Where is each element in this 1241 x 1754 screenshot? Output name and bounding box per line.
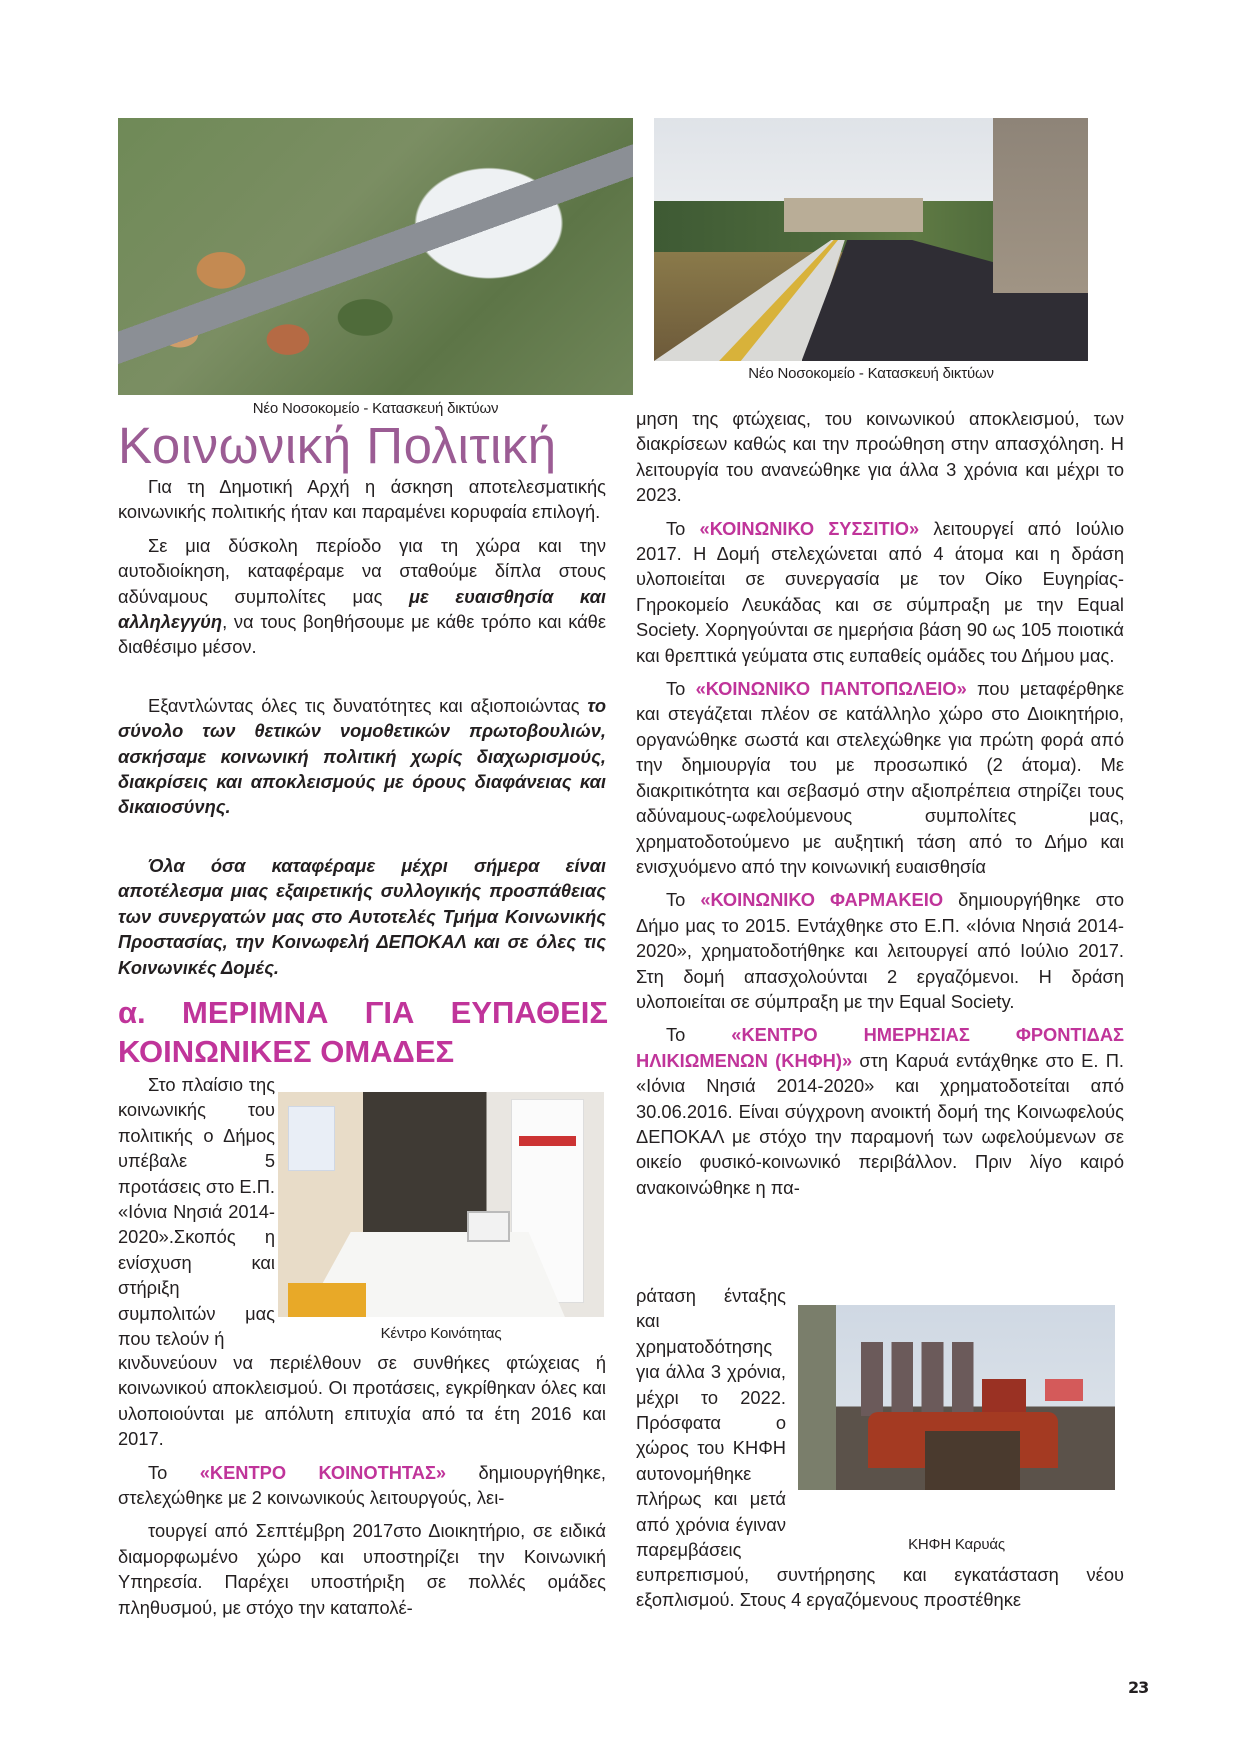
- right-column-bottom: [636, 1562, 1124, 1613]
- left-column-bottom: [118, 1350, 606, 1620]
- section-heading: α. ΜΕΡΙΜΝΑ ΓΙΑ ΕΥΠΑΘΕΙΣ ΚΟΙΝΩΝΙΚΕΣ ΟΜΑΔΕΣ: [118, 995, 608, 1069]
- paragraph: Εξαντλώντας όλες τις δυνατότητες και αξιοποιώντας το σύνολο των θετικών νομοθετικών πρωτοβουλιών, ασκήσαμε κοινωνική πολιτική χωρίς διαχωρισμούς, διακρίσεις και αποκλεισμούς με όρους διαφάνειας και δικαιοσύνης.: [118, 694, 606, 818]
- photo-community-centre: [278, 1092, 604, 1317]
- photo-road: [654, 118, 1088, 361]
- paragraph: Σε μια δύσκολη περίοδο για τη χώρα και την αυτοδιοίκηση, καταφέραμε να σταθούμε δίπλα στους αδύναμους συμπολίτες μας με ευαισθησία και αλληλεγγύη, να τους βοηθήσουμε με κάθε τρόπο και κάθε διαθέσιμο μέσον.: [118, 534, 606, 658]
- paragraph: Το «ΚΕΝΤΡΟ ΚΟΙΝΟΤΗΤΑΣ» δημιουργήθηκε, στελεχώθηκε με 2 κοινωνικούς λειτουργούς, λει-: [118, 1461, 607, 1509]
- paragraph: τουργεί από Σεπτέμβρη 2017στο Διοικητήριο, σε ειδικά διαμορφωμένο χώρο και υποστηρίζει την Κοινωνική Υπηρεσία. Παρέχει υποστήριξη σε πολλές ομάδες πληθυσμού, με στόχο την καταπολέ-: [118, 1520, 606, 1618]
- photo-caption: Κέντρο Κοινότητας: [380, 1325, 502, 1342]
- paragraph: Το «ΚΟΙΝΩΝΙΚΟ ΦΑΡΜΑΚΕΙΟ δημιουργήθηκε στο Δήμο μας το 2015. Εντάχθηκε στο Ε.Π. «Ιόνια Νησιά 2014-2020», χρηματοδοτήθηκε και λειτουργεί από Ιούλιο 2017. Στη δομή απασχολούνται 2 εργαζόμενοι. Η δράση υλοποιείται σε σύμπραξη με την Equal Society.: [636, 889, 1125, 1012]
- paragraph: Το «ΚΟΙΝΩΝΙΚΟ ΠΑΝΤΟΠΩΛΕΙΟ» που μεταφέρθηκε και στεγάζεται πλέον σε κατάλληλο χώρο στο Διοικητήριο, οργανώθηκε σωστά και στελεχώθηκε για πρώτη φορά από την δημιουργία του με προσωπικό (2 άτομα). Με διακριτικότητα και σεβασμό στην αξιοπρέπεια στηρίζει τους αδύναμους-ωφελούμενους συμπολίτες μας, χρηματοδοτούμενο με αυξητική τάση από το Δήμο και ενισχυόμενο από την κοινωνική ευαισθησία: [636, 678, 1124, 877]
- photo-caption: ΚΗΦΗ Καρυάς: [908, 1536, 1005, 1553]
- paragraph: Το «ΚΕΝΤΡΟ ΗΜΕΡΗΣΙΑΣ ΦΡΟΝΤΙΔΑΣ ΗΛΙΚΙΩΜΕΝΩΝ (ΚΗΦΗ)» στη Καρυά εντάχθηκε στο Ε. Π. «Ιόνια Νησιά 2014-2020» και χρηματοδοτείται από 30.06.2016. Είναι σύγχρονη ανοικτή δομή της Κοινωφελούς ΔΕΠΟΚΑΛ με στόχο την παραμονή των ωφελούμενων σε οικείο φυσικό-κοινωνικό περιβάλλον. Πριν λίγο καιρό ανακοινώθηκε η πα-: [636, 1024, 1124, 1198]
- right-wrap-text: [636, 1283, 786, 1562]
- page-number: 23: [1128, 1678, 1149, 1697]
- paragraph: κινδυνεύουν να περιέλθουν σε συνθήκες φτώχειας ή κοινωνικού αποκλεισμού. Οι προτάσεις, εγκρίθηκαν όλες και υλοποιούνται με απόλυτη επιτυχία από τα έτη 2016 και 2017.: [118, 1352, 606, 1450]
- right-column: [636, 406, 1124, 1200]
- left-wrap-text: [118, 1072, 275, 1351]
- page-title: Κοινωνική Πολιτική: [118, 417, 557, 474]
- photo-kifi-karya: [798, 1305, 1115, 1490]
- photo-hospital-aerial: [118, 118, 633, 395]
- photo-caption: Νέο Νοσοκομείο - Κατασκευή δικτύων: [252, 400, 499, 417]
- paragraph: ράταση ένταξης και χρηματοδότησης για άλλα 3 χρόνια, μέχρι το 2022. Πρόσφατα ο χώρος του ΚΗΦΗ αυτονομήθηκε πλήρως και μετά από χρόνια έγιναν παρεμβάσεις: [636, 1285, 786, 1561]
- photo-caption: Νέο Νοσοκομείο - Κατασκευή δικτύων: [748, 365, 994, 382]
- paragraph: Το «ΚΟΙΝΩΝΙΚΟ ΣΥΣΣΙΤΙΟ» λειτουργεί από Ιούλιο 2017. Η Δομή στελεχώνεται από 4 άτομα και η δράση υλοποιείται σε συνεργασία με τον Οίκο Ευγηρίας-Γηροκομείο Λευκάδας και σε σύμπραξη με την Equal Society. Χορηγούνται σε ημερήσια βάση 90 ως 105 ποιοτικά και θρεπτικά γεύματα στις ευπαθείς ομάδες του Δήμου μας.: [636, 517, 1124, 666]
- left-column-intro: [118, 474, 606, 980]
- paragraph: ευπρεπισμού, συντήρησης και εγκατάσταση νέου εξοπλισμού. Στους 4 εργαζόμενους προστέθηκε: [636, 1564, 1124, 1611]
- paragraph: Στο πλαίσιο της κοινωνικής του πολιτικής ο Δήμος υπέβαλε 5 προτάσεις στο Ε.Π. «Ιόνια Νησιά 2014-2020».Σκοπός η ενίσχυση και στήριξη συμπολιτών μας που τελούν ή: [118, 1074, 275, 1350]
- paragraph: μηση της φτώχειας, του κοινωνικού αποκλεισμού, των διακρίσεων καθώς και την προώθηση στην απασχόληση. Η λειτουργία του ανανεώθηκε για άλλα 3 χρόνια και μέχρι το 2023.: [636, 408, 1124, 506]
- paragraph: Για τη Δημοτική Αρχή η άσκηση αποτελεσματικής κοινωνικής πολιτικής ήταν και παραμένει κορυφαία επιλογή.: [118, 476, 606, 523]
- paragraph-emphasis: Όλα όσα καταφέραμε μέχρι σήμερα είναι αποτέλεσμα μιας εξαιρετικής συλλογικής προσπάθειας των συνεργατών μας στο Αυτοτελές Τμήμα Κοινωνικής Προστασίας, την Κοινωφελή ΔΕΠΟΚΑΛ και σε όλες τις Κοινωνικές Δομές.: [118, 854, 606, 978]
